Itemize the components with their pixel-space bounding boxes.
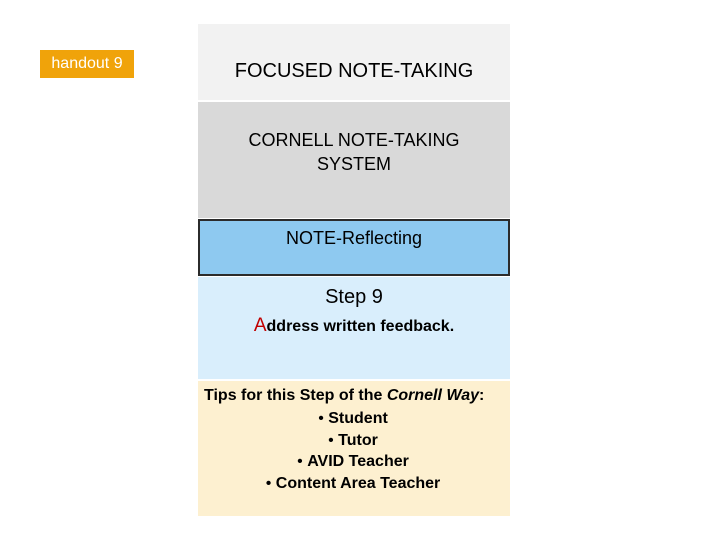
list-item: • Tutor bbox=[204, 430, 502, 452]
system-heading bbox=[198, 102, 510, 218]
step-title: Step 9 bbox=[325, 286, 383, 308]
system-heading-line2: SYSTEM bbox=[316, 154, 391, 174]
phase-heading bbox=[198, 219, 510, 276]
phase-label: NOTE-Reflecting bbox=[285, 228, 423, 248]
system-heading-line1: CORNELL NOTE-TAKING bbox=[248, 130, 460, 150]
list-item: • Content Area Teacher bbox=[204, 473, 502, 495]
tips-panel bbox=[198, 381, 510, 516]
tips-italic-cornell: Cornell bbox=[386, 387, 442, 404]
tips-colon: : bbox=[479, 387, 485, 404]
handout-badge: handout 9 bbox=[40, 50, 134, 78]
list-item: • AVID Teacher bbox=[204, 451, 502, 473]
tips-italic-way: Way bbox=[446, 387, 480, 404]
tips-list bbox=[204, 408, 502, 494]
step-description bbox=[254, 315, 454, 337]
tips-intro: Tips for this Step of the bbox=[204, 387, 387, 404]
step-rest: ddress written feedback. bbox=[266, 318, 455, 335]
page-title: FOCUSED NOTE-TAKING bbox=[198, 24, 510, 100]
step-panel bbox=[198, 277, 510, 379]
tips-heading bbox=[204, 385, 502, 406]
list-item: • Student bbox=[204, 408, 502, 430]
step-initial: A bbox=[253, 315, 267, 336]
